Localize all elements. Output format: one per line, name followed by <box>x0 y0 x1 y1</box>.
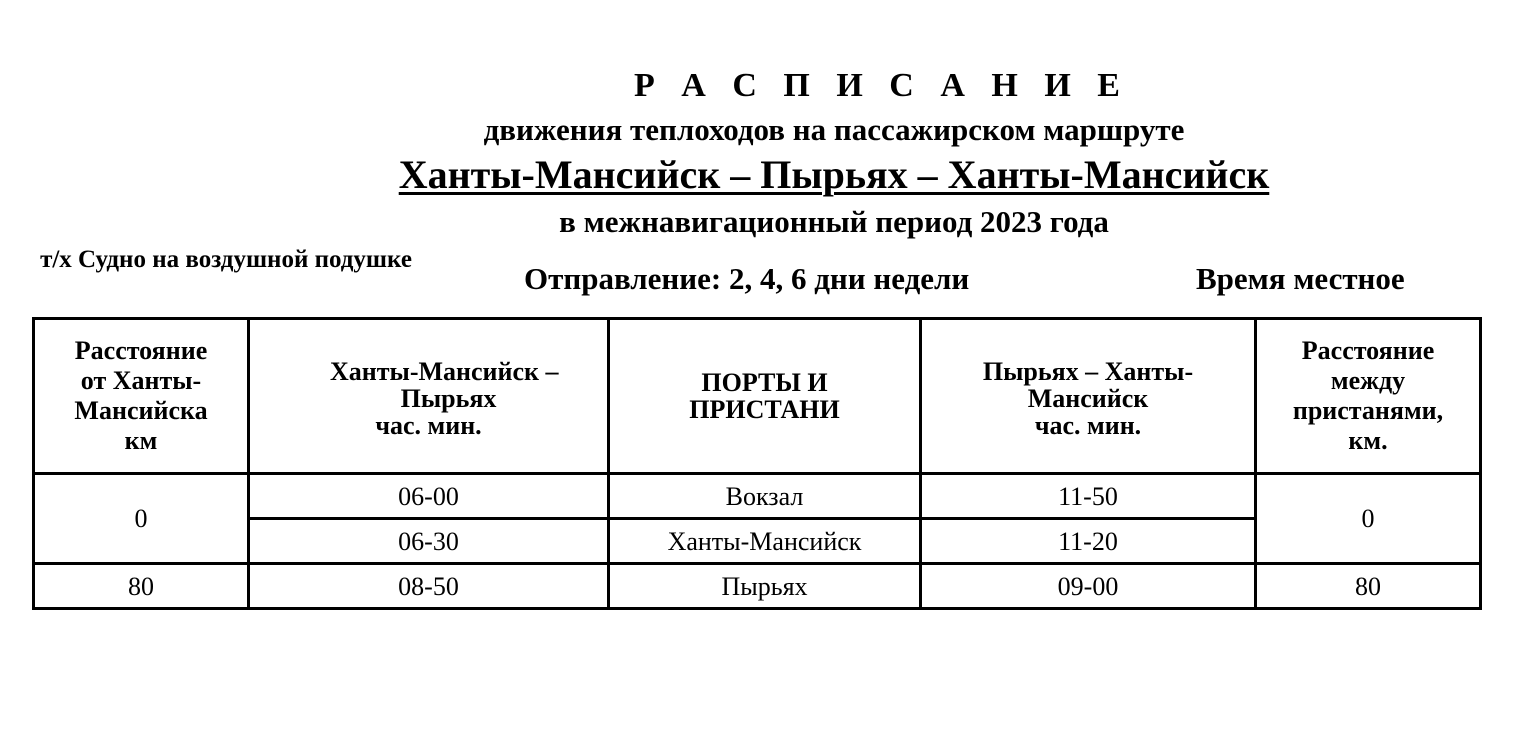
cell-port: Пырьях <box>609 564 921 609</box>
vessel-label: т/х Судно на воздушной подушке <box>40 246 412 273</box>
cell-distance-between: 80 <box>1256 564 1481 609</box>
header-line: Пырьях – Ханты- <box>982 356 1194 386</box>
header-line: Мансийск <box>1027 383 1149 413</box>
table-row <box>34 564 1481 609</box>
column-header-distance-from <box>34 319 249 474</box>
cell-backward-time: 11-50 <box>921 474 1256 519</box>
header-line: между <box>1330 366 1406 395</box>
table-row <box>34 474 1481 519</box>
cell-forward-time: 08-50 <box>249 564 609 609</box>
header-line: час. мин. <box>1034 410 1142 440</box>
cell-port: Ханты-Мансийск <box>609 519 921 564</box>
route-title <box>234 152 1434 198</box>
cell-distance-from: 80 <box>34 564 249 609</box>
cell-distance-from: 0 <box>34 474 249 564</box>
header-line: Расстояние <box>1301 336 1435 365</box>
header-line: км. <box>1348 426 1388 455</box>
cell-forward-time: 06-30 <box>249 519 609 564</box>
page-subtitle: движения теплоходов на пассажирском маршруте <box>483 112 1185 147</box>
page-title: Р А С П И С А Н И Е <box>634 67 1129 104</box>
local-time-note: Время местное <box>1196 261 1405 296</box>
column-header-backward <box>921 319 1256 474</box>
column-header-forward <box>249 319 609 474</box>
column-header-distance-between <box>1256 319 1481 474</box>
cell-forward-time: 06-00 <box>249 474 609 519</box>
header-line: ПРИСТАНИ <box>689 395 840 424</box>
header-line: пристанями, <box>1292 396 1444 425</box>
header-line: Пырьях <box>400 383 497 413</box>
period-title: в межнавигационный период 2023 года <box>559 204 1109 239</box>
header-line: от Ханты- <box>80 366 202 395</box>
cell-distance-between: 0 <box>1256 474 1481 564</box>
column-header-ports <box>609 319 921 474</box>
header-line: км <box>124 426 158 455</box>
table-header-row <box>34 319 1481 474</box>
header-line: час. мин. <box>375 410 482 440</box>
cell-port: Вокзал <box>609 474 921 519</box>
schedule-table <box>32 317 1482 610</box>
header-line: ПОРТЫ И <box>701 368 828 397</box>
route-title-text: Ханты-Мансийск – Пырьях – Ханты-Мансийск <box>398 152 1270 197</box>
header-line: Мансийска <box>74 396 208 425</box>
cell-backward-time: 11-20 <box>921 519 1256 564</box>
header-line: Ханты-Мансийск – <box>330 356 559 386</box>
cell-backward-time: 09-00 <box>921 564 1256 609</box>
header-line: Расстояние <box>74 336 208 365</box>
departure-days: Отправление: 2, 4, 6 дни недели <box>524 261 970 296</box>
